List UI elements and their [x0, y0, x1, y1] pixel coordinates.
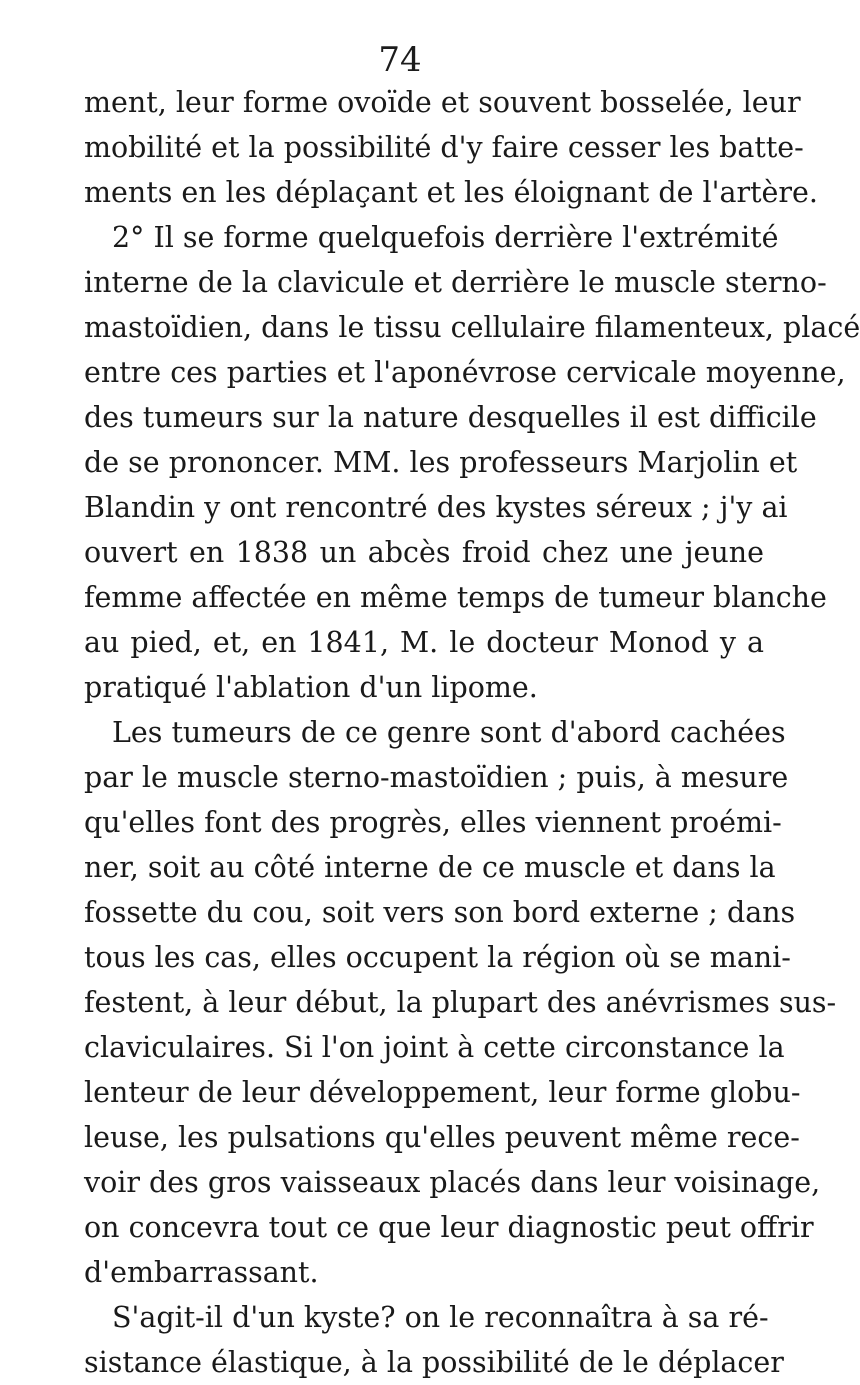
- text-line: entre ces parties et l'aponévrose cervicale moyenne,: [84, 356, 846, 389]
- text-line: mobilité et la possibilité d'y faire cesser les batte-: [84, 131, 804, 164]
- text-line: de se prononcer. MM. les professeurs Marjolin et: [84, 446, 798, 479]
- text-line: par le muscle sterno-mastoïdien ; puis, à mesure: [84, 761, 789, 794]
- text-line: 2° Il se forme quelquefois derrière l'extrémité: [112, 221, 779, 254]
- text-line: mastoïdien, dans le tissu cellulaire filamenteux, placé: [84, 311, 860, 344]
- text-line: ner, soit au côté interne de ce muscle et dans la: [84, 851, 776, 884]
- text-line: au pied, et, en 1841, M. le docteur Monod y a: [84, 626, 764, 659]
- text-line: voir des gros vaisseaux placés dans leur voisinage,: [84, 1166, 821, 1199]
- text-line: Blandin y ont rencontré des kystes séreux ; j'y ai: [84, 491, 788, 524]
- text-line: des tumeurs sur la nature desquelles il est difficile: [84, 401, 817, 434]
- body-text: [84, 80, 860, 1385]
- text-line: tous les cas, elles occupent la région où se mani-: [84, 941, 791, 974]
- text-line: ment, leur forme ovoïde et souvent bosselée, leur: [84, 86, 801, 119]
- text-line: on concevra tout ce que leur diagnostic peut offrir: [84, 1211, 814, 1244]
- text-line: ments en les déplaçant et les éloignant de l'artère.: [84, 176, 818, 209]
- text-line: qu'elles font des progrès, elles viennent proémi-: [84, 806, 782, 839]
- text-line: pratiqué l'ablation d'un lipome.: [84, 671, 538, 704]
- text-line: S'agit-il d'un kyste? on le reconnaîtra à sa ré-: [112, 1301, 769, 1334]
- text-line: femme affectée en même temps de tumeur blanche: [84, 581, 827, 614]
- text-line: claviculaires. Si l'on joint à cette circonstance la: [84, 1031, 785, 1064]
- page-number: 74: [378, 40, 422, 80]
- text-line: interne de la clavicule et derrière le muscle sterno-: [84, 266, 827, 299]
- text-line: d'embarrassant.: [84, 1256, 319, 1289]
- text-line: ouvert en 1838 un abcès froid chez une jeune: [84, 536, 764, 569]
- text-line: leuse, les pulsations qu'elles peuvent même rece-: [84, 1121, 800, 1154]
- text-line: festent, à leur début, la plupart des anévrismes sus-: [84, 986, 837, 1019]
- text-line: Les tumeurs de ce genre sont d'abord cachées: [112, 716, 786, 749]
- text-line: lenteur de leur développement, leur forme globu-: [84, 1076, 801, 1109]
- text-line: sistance élastique, à la possibilité de le déplacer: [84, 1346, 784, 1379]
- text-line: fossette du cou, soit vers son bord externe ; dans: [84, 896, 796, 929]
